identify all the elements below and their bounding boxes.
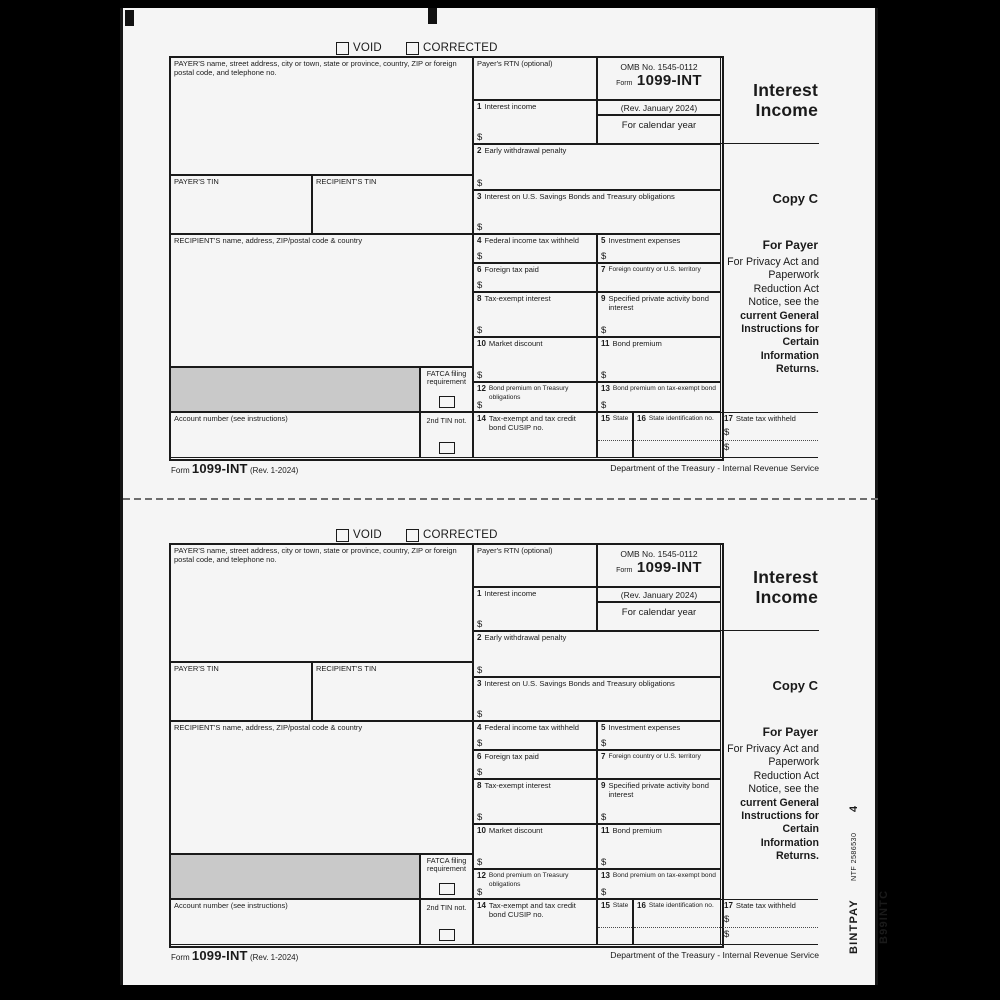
footer-form-id: Form 1099-INT (Rev. 1-2024) — [171, 461, 299, 476]
payer-name-box[interactable] — [170, 544, 473, 662]
dollar-sign: $ — [477, 887, 483, 898]
copy-recipient: For Payer — [762, 238, 818, 252]
box-9[interactable]: 9 Specified private activity bond interest $ — [597, 779, 721, 824]
box-9[interactable]: 9 Specified private activity bond interest $ — [597, 292, 721, 337]
box-3[interactable]: 3 Interest on U.S. Savings Bonds and Treasury obligations $ — [473, 677, 721, 721]
recipient-tin-label: RECIPIENT'S TIN — [316, 177, 377, 186]
dollar-sign: $ — [477, 370, 483, 381]
dollar-sign: $ — [601, 400, 607, 411]
form-title: Interest Income — [753, 80, 818, 120]
box-12[interactable]: 12 Bond premium on Treasury obligations $ — [473, 869, 597, 899]
dollar-sign: $ — [724, 929, 730, 940]
payer-rtn-label: Payer's RTN (optional) — [477, 546, 553, 555]
box-8[interactable]: 8 Tax-exempt interest $ — [473, 779, 597, 824]
privacy-act-notice: For Privacy Act and Paperwork Reduction Act Notice, see the current General Instructions for Certain Information Returns. — [727, 256, 819, 376]
account-number-label: Account number (see instructions) — [174, 901, 288, 910]
box-6[interactable]: 6 Foreign tax paid $ — [473, 263, 597, 292]
account-number-box[interactable] — [170, 899, 420, 945]
payer-name-label: PAYER'S name, street address, city or town, state or province, country, ZIP or foreign postal code, and telephone no. — [174, 59, 457, 77]
account-number-label: Account number (see instructions) — [174, 414, 288, 423]
privacy-act-notice: For Privacy Act and Paperwork Reduction Act Notice, see the current General Instructions for Certain Information Returns. — [727, 743, 819, 863]
dotted-rule — [634, 440, 720, 441]
dotted-rule — [634, 927, 720, 928]
dollar-sign: $ — [477, 222, 483, 233]
box-17[interactable]: 17 State tax withheld $ $ — [721, 412, 818, 458]
second-tin-checkbox[interactable] — [439, 442, 455, 454]
box-5[interactable]: 5 Investment expenses $ — [597, 721, 721, 750]
dollar-sign: $ — [477, 619, 483, 630]
box-14[interactable]: 14 Tax-exempt and tax credit bond CUSIP no. — [473, 412, 597, 458]
copy-recipient: For Payer — [762, 725, 818, 739]
copy-designation: Copy C — [772, 191, 818, 206]
corrected-label: CORRECTED — [423, 42, 498, 54]
dollar-sign: $ — [477, 400, 483, 411]
dollar-sign: $ — [477, 857, 483, 868]
form-number: 1099-INT — [636, 72, 702, 89]
dollar-sign: $ — [477, 132, 483, 143]
form-word: Form — [616, 80, 633, 87]
footer-form-id: Form 1099-INT (Rev. 1-2024) — [171, 948, 299, 963]
fatca-box — [420, 854, 473, 899]
payer-rtn-box[interactable] — [473, 544, 597, 587]
recipient-name-label: RECIPIENT'S name, address, ZIP/postal code & country — [174, 723, 363, 732]
dollar-sign: $ — [601, 812, 607, 823]
dollar-sign: $ — [601, 370, 607, 381]
strip-digit: 4 — [848, 804, 860, 812]
void-corrected-row — [170, 42, 670, 56]
box-2[interactable]: 2 Early withdrawal penalty $ — [473, 631, 721, 677]
second-tin-label: 2nd TIN not. — [426, 416, 467, 425]
second-tin-box — [420, 899, 473, 945]
void-checkbox[interactable] — [336, 42, 349, 55]
strip-vendor: BINTPAY — [848, 899, 860, 954]
box-2[interactable]: 2 Early withdrawal penalty $ — [473, 144, 721, 190]
payer-tin-label: PAYER'S TIN — [174, 664, 219, 673]
strip-ntf-number: NTF 2586530 — [849, 832, 858, 881]
box-3[interactable]: 3 Interest on U.S. Savings Bonds and Treasury obligations $ — [473, 190, 721, 234]
footer-department: Department of the Treasury - Internal Revenue Service — [610, 463, 819, 473]
payer-rtn-label: Payer's RTN (optional) — [477, 59, 553, 68]
dollar-sign: $ — [477, 812, 483, 823]
box-15[interactable]: 15 State — [597, 899, 633, 945]
box-5[interactable]: 5 Investment expenses $ — [597, 234, 721, 263]
omb-number: OMB No. 1545-0112 — [620, 549, 698, 559]
fatca-checkbox[interactable] — [439, 396, 455, 408]
dollar-sign: $ — [724, 914, 730, 925]
recipient-name-label: RECIPIENT'S name, address, ZIP/postal code & country — [174, 236, 363, 245]
separator-line — [123, 498, 881, 500]
form-number: 1099-INT — [636, 559, 702, 576]
registration-mark — [428, 8, 437, 24]
box-14[interactable]: 14 Tax-exempt and tax credit bond CUSIP no. — [473, 899, 597, 945]
form-copy-top — [170, 42, 830, 492]
second-tin-checkbox[interactable] — [439, 929, 455, 941]
dollar-sign: $ — [477, 178, 483, 189]
box-12[interactable]: 12 Bond premium on Treasury obligations $ — [473, 382, 597, 412]
dollar-sign: $ — [724, 442, 730, 453]
shaded-area — [170, 854, 420, 899]
footer-department: Department of the Treasury - Internal Revenue Service — [610, 950, 819, 960]
omb-number: OMB No. 1545-0112 — [620, 62, 698, 72]
shaded-area — [170, 367, 420, 412]
registration-mark — [125, 10, 134, 26]
dollar-sign: $ — [601, 857, 607, 868]
strip-code: B99INTC — [878, 889, 890, 944]
payer-tin-label: PAYER'S TIN — [174, 177, 219, 186]
form-copy-bottom — [170, 529, 830, 979]
revision-box — [597, 100, 721, 115]
void-label: VOID — [353, 529, 382, 541]
box-11[interactable]: 11 Bond premium $ — [597, 337, 721, 382]
payer-name-label: PAYER'S name, street address, city or town, state or province, country, ZIP or foreign postal code, and telephone no. — [174, 546, 457, 564]
box-17[interactable]: 17 State tax withheld $ $ — [721, 899, 818, 945]
corrected-label: CORRECTED — [423, 529, 498, 541]
box-7[interactable]: 7 Foreign country or U.S. territory — [597, 750, 721, 779]
form-title: Interest Income — [753, 567, 818, 607]
calendar-year-label: For calendar year — [621, 120, 697, 131]
form-footer — [170, 946, 819, 962]
box-7[interactable]: 7 Foreign country or U.S. territory — [597, 263, 721, 292]
margin-rule — [721, 143, 819, 144]
dollar-sign: $ — [477, 738, 483, 749]
revision-label: (Rev. January 2024) — [620, 590, 698, 600]
box-13[interactable]: 13 Bond premium on tax-exempt bond $ — [597, 869, 721, 899]
recipient-tin-box[interactable] — [312, 175, 473, 234]
box-16[interactable]: 16 State identification no. — [633, 412, 721, 458]
form-word: Form — [616, 567, 633, 574]
payer-tin-box[interactable] — [170, 175, 312, 234]
box-4[interactable]: 4 Federal income tax withheld $ — [473, 721, 597, 750]
printer-strip — [839, 764, 890, 954]
calendar-year-box[interactable] — [597, 602, 721, 631]
recipient-tin-label: RECIPIENT'S TIN — [316, 664, 377, 673]
second-tin-label: 2nd TIN not. — [426, 903, 467, 912]
fatca-box — [420, 367, 473, 412]
dollar-sign: $ — [601, 251, 607, 262]
void-corrected-row — [170, 529, 670, 543]
revision-box — [597, 587, 721, 602]
calendar-year-box[interactable] — [597, 115, 721, 144]
second-tin-box — [420, 412, 473, 458]
box-15[interactable]: 15 State — [597, 412, 633, 458]
box-10[interactable]: 10 Market discount $ — [473, 824, 597, 869]
recipient-tin-box[interactable] — [312, 662, 473, 721]
omb-box — [597, 544, 721, 587]
box-10[interactable]: 10 Market discount $ — [473, 337, 597, 382]
box-1[interactable]: 1 Interest income $ — [473, 100, 597, 144]
recipient-name-box[interactable] — [170, 721, 473, 854]
void-label: VOID — [353, 42, 382, 54]
box-8[interactable]: 8 Tax-exempt interest $ — [473, 292, 597, 337]
revision-label: (Rev. January 2024) — [620, 103, 698, 113]
dollar-sign: $ — [477, 709, 483, 720]
dotted-rule — [598, 440, 632, 441]
dollar-sign: $ — [477, 665, 483, 676]
dollar-sign: $ — [601, 738, 607, 749]
box-13[interactable]: 13 Bond premium on tax-exempt bond $ — [597, 382, 721, 412]
dollar-sign: $ — [601, 887, 607, 898]
dollar-sign: $ — [601, 325, 607, 336]
corrected-checkbox[interactable] — [406, 42, 419, 55]
fatca-label: FATCA filing requirement — [426, 369, 467, 387]
box-16[interactable]: 16 State identification no. — [633, 899, 721, 945]
box-11[interactable]: 11 Bond premium $ — [597, 824, 721, 869]
omb-box — [597, 57, 721, 100]
dotted-rule — [598, 927, 632, 928]
calendar-year-label: For calendar year — [621, 607, 697, 618]
form-footer — [170, 459, 819, 475]
recipient-name-box[interactable] — [170, 234, 473, 367]
void-checkbox[interactable] — [336, 529, 349, 542]
box-6[interactable]: 6 Foreign tax paid $ — [473, 750, 597, 779]
dotted-rule — [721, 927, 818, 928]
dollar-sign: $ — [477, 767, 483, 778]
fatca-checkbox[interactable] — [439, 883, 455, 895]
margin-rule — [721, 630, 819, 631]
payer-tin-box[interactable] — [170, 662, 312, 721]
dollar-sign: $ — [477, 251, 483, 262]
form-sheet — [120, 8, 890, 985]
box-1[interactable]: 1 Interest income $ — [473, 587, 597, 631]
fatca-label: FATCA filing requirement — [426, 856, 467, 874]
payer-name-box[interactable] — [170, 57, 473, 175]
dotted-rule — [721, 440, 818, 441]
dollar-sign: $ — [477, 280, 483, 291]
box-4[interactable]: 4 Federal income tax withheld $ — [473, 234, 597, 263]
dollar-sign: $ — [477, 325, 483, 336]
payer-rtn-box[interactable] — [473, 57, 597, 100]
copy-designation: Copy C — [772, 678, 818, 693]
account-number-box[interactable] — [170, 412, 420, 458]
corrected-checkbox[interactable] — [406, 529, 419, 542]
dollar-sign: $ — [724, 427, 730, 438]
